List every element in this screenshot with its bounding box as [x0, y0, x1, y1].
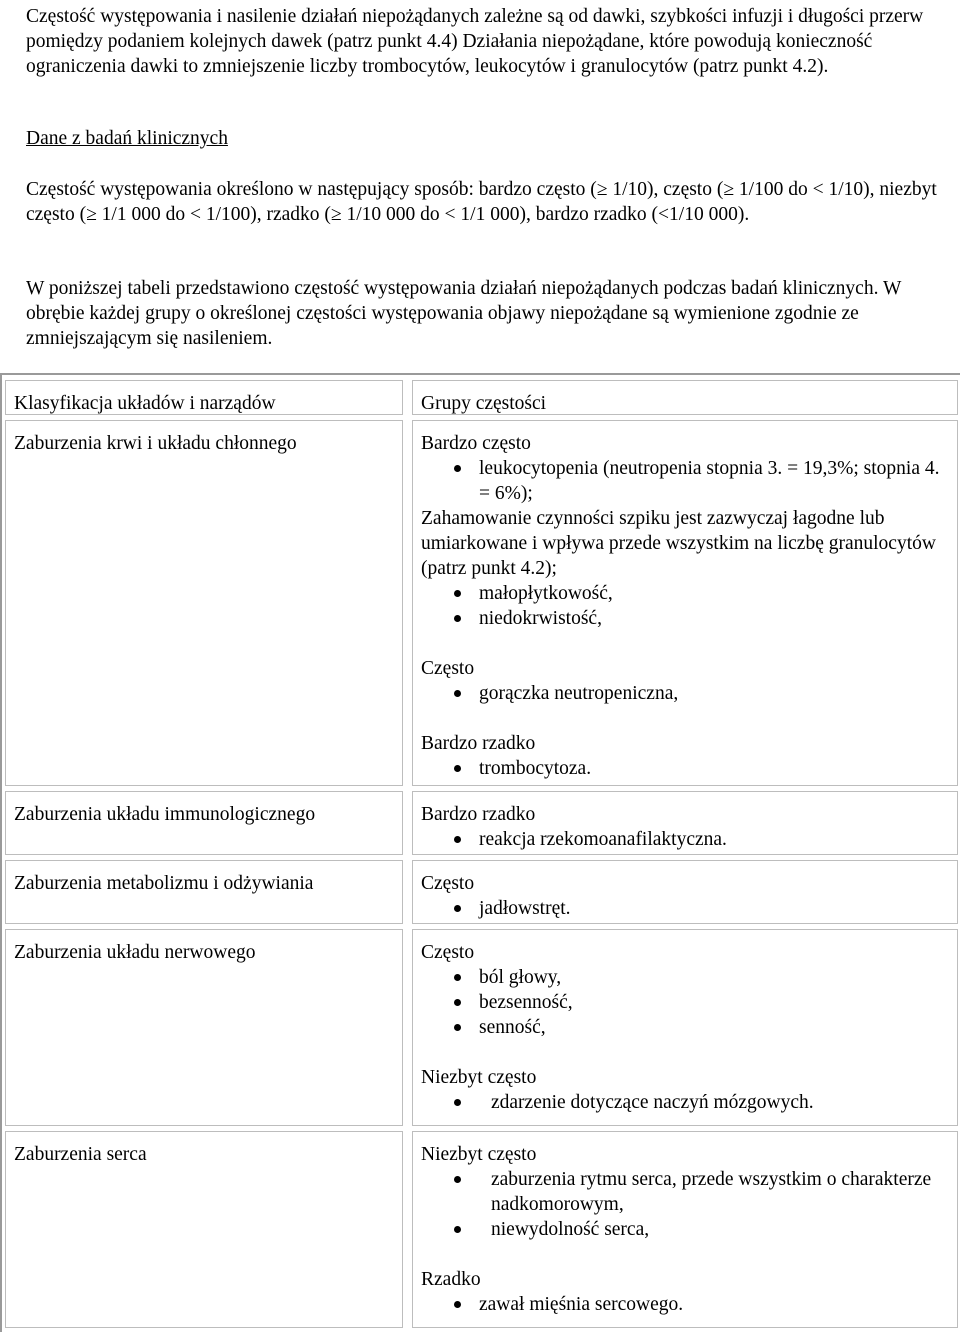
frequency-label: Często	[421, 658, 475, 679]
list-item: jadłowstręt.	[421, 896, 949, 921]
list-item: leukocytopenia (neutropenia stopnia 3. = 19,3%; stopnia 4. = 6%);	[421, 456, 949, 506]
frequency-label: Niezbyt często	[421, 1067, 537, 1088]
table-row-category	[5, 791, 403, 855]
table-row-frequencies	[412, 791, 958, 855]
table-header-left	[5, 380, 403, 415]
category-label: Zaburzenia serca	[14, 1144, 147, 1165]
category-label: Zaburzenia metabolizmu i odżywiania	[14, 873, 314, 894]
list-item: reakcja rzekomoanafilaktyczna.	[421, 827, 949, 852]
table-row-category	[5, 1131, 403, 1328]
header-label: Klasyfikacja układów i narządów	[14, 393, 276, 414]
table-intro-paragraph: W poniższej tabeli przedstawiono częstość występowania działań niepożądanych podczas badań klinicznych. W obrębie każdej grupy o określonej częstości występowania objawy niepożądane są wymienione zgodnie ze zmniejszającym się nasileniem.	[26, 278, 902, 349]
list-item: niedokrwistość,	[421, 606, 949, 631]
list-item: senność,	[421, 1015, 949, 1040]
frequency-label: Często	[421, 873, 475, 894]
frequency-label: Rzadko	[421, 1269, 481, 1290]
frequency-label: Bardzo rzadko	[421, 804, 536, 825]
table-row-category	[5, 929, 403, 1126]
frequency-label: Bardzo często	[421, 433, 531, 454]
frequency-label: Często	[421, 942, 475, 963]
note-text: Zahamowanie czynności szpiku jest zazwyczaj łagodne lub umiarkowane i wpływa przede wszystkim na liczbę granulocytów (patrz punkt 4.2);	[421, 508, 936, 579]
adverse-reactions-table	[0, 373, 960, 1332]
list-item: zawał mięśnia sercowego.	[421, 1292, 949, 1317]
table-row-frequencies	[412, 1131, 958, 1328]
list-item: ból głowy,	[421, 965, 949, 990]
frequency-group	[421, 656, 949, 706]
list-item: niewydolność serca,	[421, 1217, 949, 1242]
frequency-definition: Częstość występowania określono w następujący sposób: bardzo często (≥ 1/10), często (≥ 1/100 do < 1/10), niezbyt często (≥ 1/1 000 do < 1/100), rzadko (≥ 1/10 000 do < 1/1 000), bardzo rzadko (<1/10 000).	[26, 179, 937, 225]
table-row-frequencies	[412, 860, 958, 924]
table-header-right	[412, 380, 958, 415]
category-label: Zaburzenia układu immunologicznego	[14, 804, 316, 825]
table-row-category	[5, 860, 403, 924]
table-row-frequencies	[412, 420, 958, 786]
list-item: zdarzenie dotyczące naczyń mózgowych.	[421, 1090, 949, 1115]
frequency-group	[421, 431, 949, 631]
category-label: Zaburzenia układu nerwowego	[14, 942, 256, 963]
list-item: małopłytkowość,	[421, 581, 949, 606]
list-item: trombocytoza.	[421, 756, 949, 781]
intro-paragraph: Częstość występowania i nasilenie działań niepożądanych zależne są od dawki, szybkości infuzji i długości przerw pomiędzy podaniem kolejnych dawek (patrz punkt 4.4) Działania niepożądane, które powodują konieczność ograniczenia dawki to zmniejszenie liczby trombocytów, leukocytów i granulocytów (patrz punkt 4.2).	[26, 6, 924, 77]
category-label: Zaburzenia krwi i układu chłonnego	[14, 433, 297, 454]
header-label: Grupy częstości	[421, 393, 547, 414]
frequency-group	[421, 731, 949, 781]
section-heading: Dane z badań klinicznych	[26, 128, 228, 149]
list-item: gorączka neutropeniczna,	[421, 681, 949, 706]
frequency-label: Niezbyt często	[421, 1144, 537, 1165]
frequency-label: Bardzo rzadko	[421, 733, 536, 754]
list-item: bezsenność,	[421, 990, 949, 1015]
table-row-frequencies	[412, 929, 958, 1126]
list-item: zaburzenia rytmu serca, przede wszystkim o charakterze nadkomorowym,	[421, 1167, 949, 1217]
table-row-category	[5, 420, 403, 786]
